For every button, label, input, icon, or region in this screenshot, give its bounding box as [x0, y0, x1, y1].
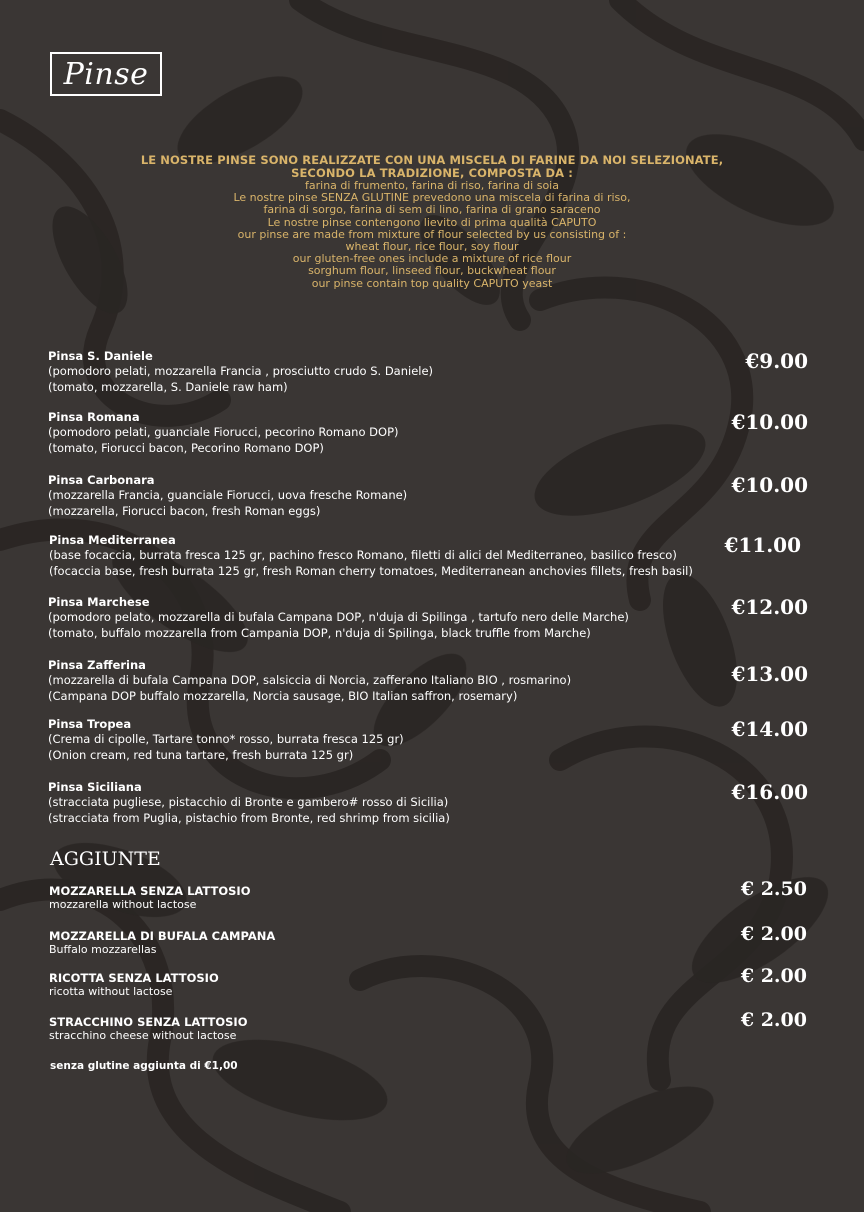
- menu-item: [48, 717, 828, 763]
- item-price: €10.00: [731, 410, 808, 434]
- menu-item: [48, 595, 828, 641]
- intro-line: our gluten-free ones include a mixture of rice flour: [292, 252, 572, 266]
- addon-item: [49, 878, 829, 911]
- item-price: €11.00: [724, 533, 801, 557]
- menu-item: [48, 658, 828, 704]
- intro-line: wheat flour, rice flour, soy flour: [345, 240, 519, 254]
- intro-line: farina di frumento, farina di riso, farina di soia: [305, 179, 559, 192]
- intro-heading-line: SECONDO LA TRADIZIONE, COMPOSTA DA :: [291, 166, 573, 180]
- item-desc-it: (pomodoro pelato, mozzarella di bufala Campana DOP, n'duja di Spilinga , tartufo nero delle Marche): [48, 610, 629, 624]
- item-desc-it: (pomodoro pelati, guanciale Fiorucci, pecorino Romano DOP): [48, 425, 399, 439]
- addon-desc: mozzarella without lactose: [49, 898, 197, 911]
- page-title: Pinse: [63, 56, 149, 92]
- item-desc-it: (mozzarella Francia, guanciale Fiorucci, uova fresche Romane): [48, 488, 408, 502]
- intro-block: [70, 154, 794, 290]
- addon-desc: Buffalo mozzarellas: [49, 943, 157, 956]
- addon-price: € 2.00: [740, 965, 807, 987]
- item-desc-it: (stracciata pugliese, pistacchio di Bronte e gambero# rosso di Sicilia): [48, 795, 449, 809]
- intro-line: Le nostre pinse SENZA GLUTINE prevedono una miscela di farina di riso,: [233, 191, 631, 205]
- gluten-free-note: senza glutine aggiunta di €1,00: [50, 1060, 238, 1072]
- addon-desc: ricotta without lactose: [49, 985, 173, 998]
- addon-price: € 2.00: [740, 1009, 807, 1031]
- item-price: €13.00: [731, 662, 808, 686]
- addon-item: [49, 923, 829, 956]
- item-price: €14.00: [731, 717, 808, 741]
- item-desc-en: (Onion cream, red tuna tartare, fresh burrata 125 gr): [48, 748, 354, 762]
- item-desc-en: (tomato, buffalo mozzarella from Campania DOP, n'duja di Spilinga, black truffle from Marche): [48, 626, 591, 640]
- item-name: Pinsa Carbonara: [48, 473, 155, 487]
- intro-line: our pinse contain top quality CAPUTO yeast: [311, 276, 553, 290]
- item-name: Pinsa Tropea: [48, 717, 132, 731]
- addon-item: [49, 965, 829, 998]
- intro-line: our pinse are made from mixture of flour selected by us consisting of :: [237, 227, 627, 241]
- item-desc-en: (tomato, Fiorucci bacon, Pecorino Romano DOP): [48, 441, 324, 455]
- item-desc-en: (stracciata from Puglia, pistachio from Bronte, red shrimp from sicilia): [48, 811, 450, 825]
- addons-title: AGGIUNTE: [50, 848, 161, 870]
- item-price: €12.00: [731, 595, 808, 619]
- intro-line: farina di sorgo, farina di sem di lino, farina di grano saraceno: [263, 203, 601, 217]
- addon-name: MOZZARELLA SENZA LATTOSIO: [49, 884, 251, 898]
- intro-heading-line: LE NOSTRE PINSE SONO REALIZZATE CON UNA MISCELA DI FARINE DA NOI SELEZIONATE,: [140, 153, 724, 167]
- item-price: €9.00: [745, 349, 808, 373]
- menu-item: [49, 533, 829, 579]
- item-desc-it: (pomodoro pelati, mozzarella Francia , prosciutto crudo S. Daniele): [48, 364, 434, 378]
- item-name: Pinsa S. Daniele: [48, 349, 153, 363]
- addon-price: € 2.00: [740, 923, 807, 945]
- item-price: €16.00: [731, 780, 808, 804]
- addon-name: STRACCHINO SENZA LATTOSIO: [49, 1015, 248, 1029]
- item-name: Pinsa Zafferina: [48, 658, 146, 672]
- item-desc-it: (Crema di cipolle, Tartare tonno* rosso, burrata fresca 125 gr): [48, 732, 404, 746]
- item-name: Pinsa Marchese: [48, 595, 150, 609]
- addon-item: [49, 1009, 829, 1042]
- intro-line: Le nostre pinse contengono lievito di prima qualità CAPUTO: [267, 215, 597, 229]
- item-name: Pinsa Siciliana: [48, 780, 142, 794]
- menu-item: [48, 473, 828, 519]
- item-name: Pinsa Mediterranea: [49, 533, 176, 547]
- item-desc-en: (Campana DOP buffalo mozzarella, Norcia sausage, BIO Italian saffron, rosemary): [48, 689, 518, 703]
- menu-item: [48, 410, 828, 456]
- item-name: Pinsa Romana: [48, 410, 140, 424]
- item-desc-en: (tomato, mozzarella, S. Daniele raw ham): [48, 380, 288, 394]
- item-desc-en: (focaccia base, fresh burrata 125 gr, fresh Roman cherry tomatoes, Mediterranean anchovies fillets, fresh basil): [49, 564, 693, 578]
- item-price: €10.00: [731, 473, 808, 497]
- menu-item: [48, 780, 828, 826]
- menu-item: [48, 349, 828, 395]
- page-title-frame: [50, 52, 162, 96]
- item-desc-en: (mozzarella, Fiorucci bacon, fresh Roman eggs): [48, 504, 321, 518]
- intro-line: sorghum flour, linseed flour, buckwheat flour: [308, 264, 556, 278]
- addon-name: RICOTTA SENZA LATTOSIO: [49, 971, 219, 985]
- item-desc-it: (mozzarella di bufala Campana DOP, salsiccia di Norcia, zafferano Italiano BIO , rosmarino): [48, 673, 572, 687]
- addon-desc: stracchino cheese without lactose: [49, 1029, 237, 1042]
- item-desc-it: (base focaccia, burrata fresca 125 gr, pachino fresco Romano, filetti di alici del Mediterraneo, basilico fresco): [49, 548, 677, 562]
- addon-name: MOZZARELLA DI BUFALA CAMPANA: [49, 929, 276, 943]
- addon-price: € 2.50: [740, 878, 807, 900]
